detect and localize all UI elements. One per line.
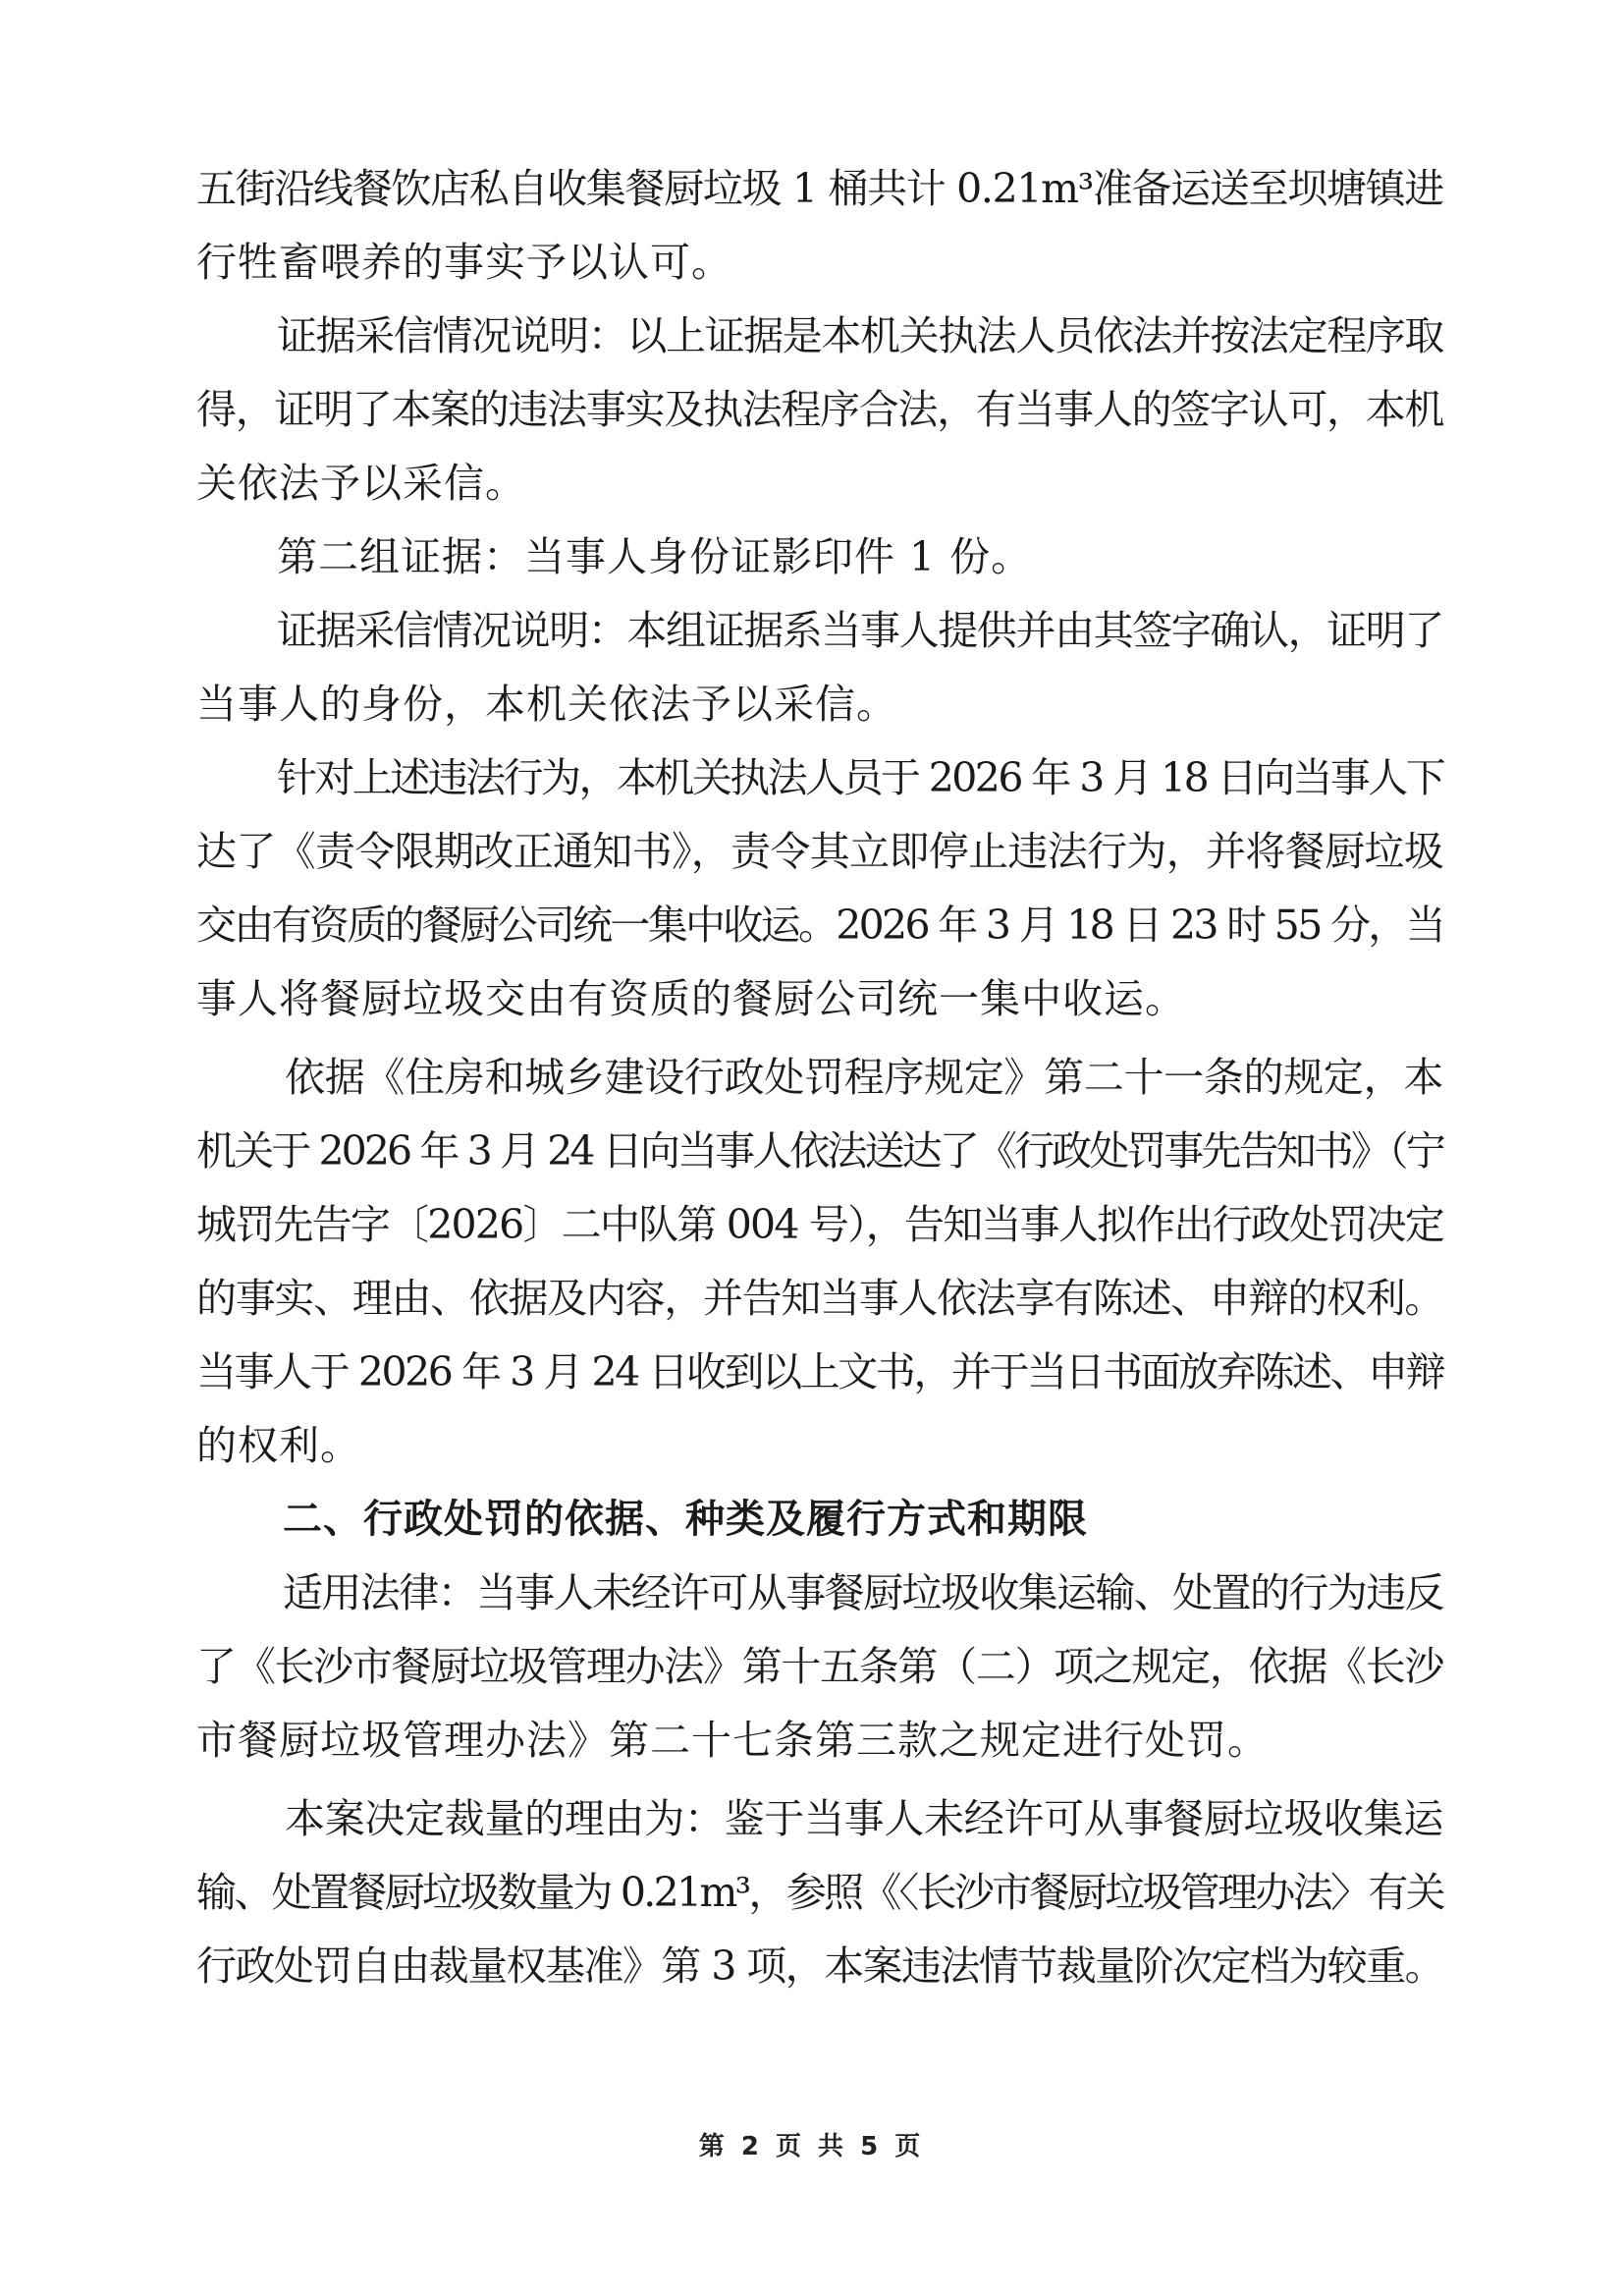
text-line: 证据采信情况说明：本组证据系当事人提供并由其签字确认，证明了: [277, 607, 1443, 654]
text-line: 依据《住房和城乡建设行政处罚程序规定》第二十一条的规定，本: [285, 1054, 1444, 1101]
text-line: 得，证明了本案的违法事实及执法程序合法，有当事人的签字认可，本机: [196, 386, 1444, 433]
text-line: 当事人于 2026 年 3 月 24 日收到以上文书，并于当日书面放弃陈述、申辩: [196, 1348, 1444, 1395]
text-line: 关依法予以采信。: [196, 460, 526, 507]
text-line: 事人将餐厨垃圾交由有资质的餐厨公司统一集中收运。: [196, 975, 1186, 1022]
text-line: 五街沿线餐饮店私自收集餐厨垃圾 1 桶共计 0.21m³准备运送至坝塘镇进: [196, 165, 1443, 212]
text-line: 的事实、理由、依据及内容，并告知当事人依法享有陈述、申辩的权利。: [196, 1275, 1444, 1322]
text-line: 机关于 2026 年 3 月 24 日向当事人依法送达了《行政处罚事先告知书》（宁: [196, 1127, 1443, 1175]
text-line: 行政处罚自由裁量权基准》第 3 项，本案违法情节裁量阶次定档为较重。: [196, 1942, 1444, 1990]
text-line: 适用法律：当事人未经许可从事餐厨垃圾收集运输、处置的行为违反: [283, 1569, 1443, 1616]
text-line: 行牲畜喂养的事实予以认可。: [196, 239, 732, 286]
text-line: 本案决定裁量的理由为：鉴于当事人未经许可从事餐厨垃圾收集运: [285, 1795, 1444, 1842]
text-line: 针对上述违法行为，本机关执法人员于 2026 年 3 月 18 日向当事人下: [277, 754, 1444, 801]
text-line: 城罚先告字〔2026〕二中队第 004 号），告知当事人拟作出行政处罚决定: [196, 1201, 1443, 1248]
text-line: 达了《责令限期改正通知书》，责令其立即停止违法行为，并将餐厨垃圾: [196, 828, 1444, 875]
text-line: 市餐厨垃圾管理办法》第二十七条第三款之规定进行处罚。: [196, 1717, 1269, 1764]
text-line: 证据采信情况说明：以上证据是本机关执法人员依法并按法定程序取: [277, 312, 1443, 359]
page-number: 第 2 页 共 5 页: [698, 2132, 925, 2161]
text-line: 交由有资质的餐厨公司统一集中收运。2026 年 3 月 18 日 23 时 55 分，当: [196, 902, 1443, 949]
text-line: 输、处置餐厨垃圾数量为 0.21m³，参照《〈长沙市餐厨垃圾管理办法〉有关: [196, 1869, 1443, 1916]
text-line: 了《长沙市餐厨垃圾管理办法》第十五条第（二）项之规定，依据《长沙: [196, 1643, 1444, 1690]
text-line: 的权利。: [196, 1422, 361, 1469]
section-heading: 二、行政处罚的依据、种类及履行方式和期限: [283, 1497, 1088, 1542]
text-line: 第二组证据：当事人身份证影印件 1 份。: [277, 533, 1033, 580]
text-line: 当事人的身份，本机关依法予以采信。: [196, 681, 897, 728]
